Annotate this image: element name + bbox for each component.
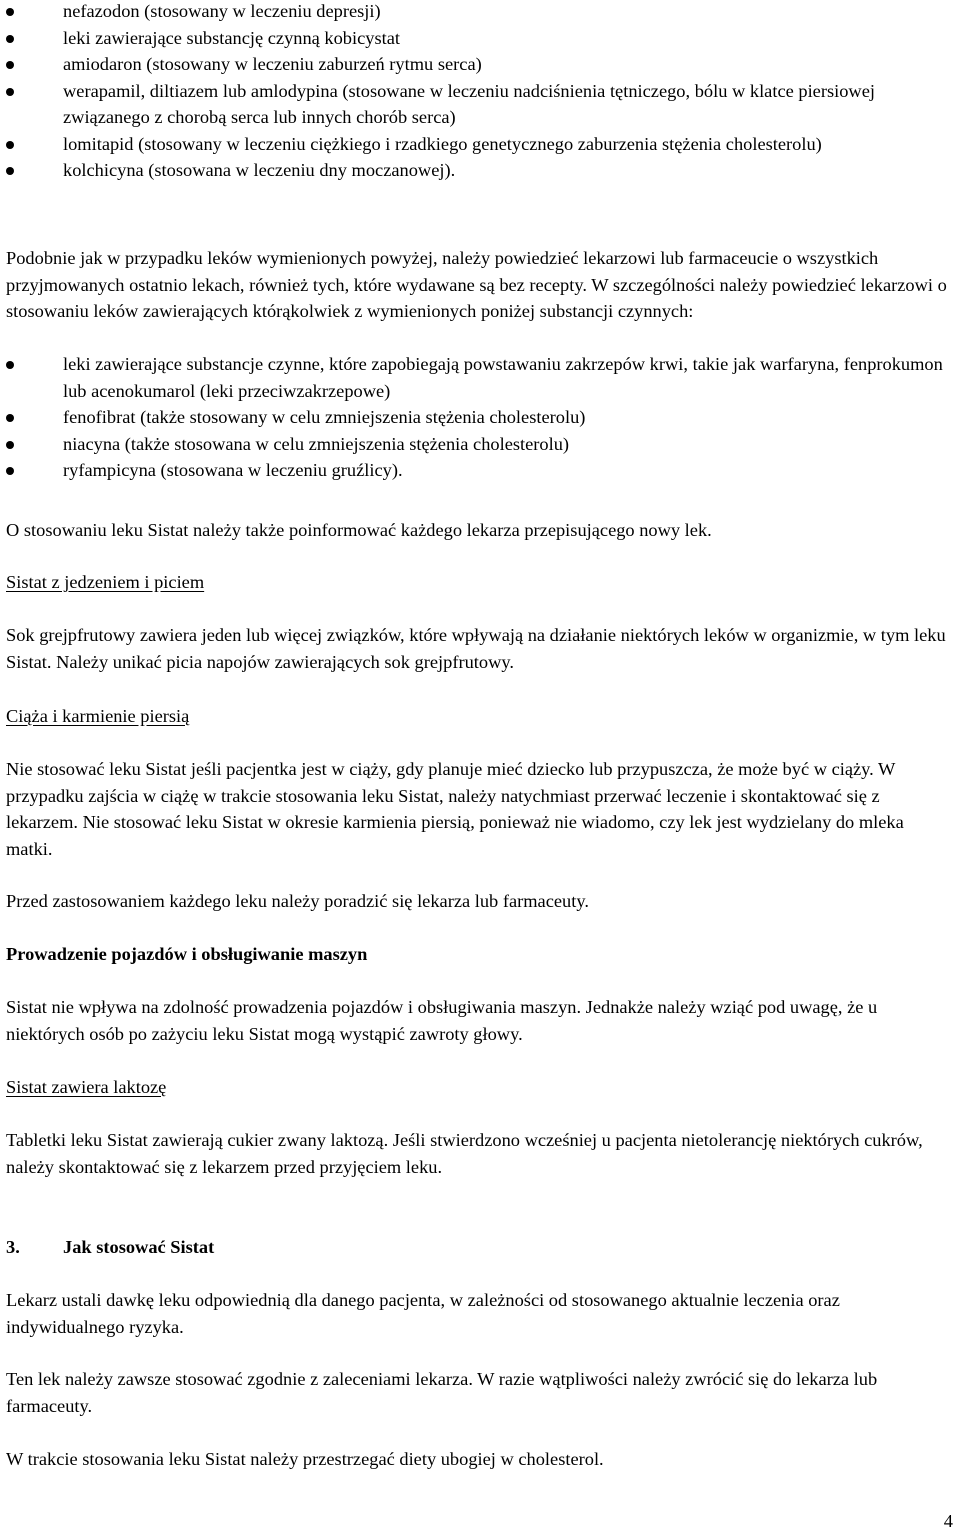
list-item: werapamil, diltiazem lub amlodypina (stosowane w leczeniu nadciśnienia tętniczego, bólu w klatce piersiowej związanego z chorobą serca lub innych chorób serca) bbox=[6, 78, 950, 131]
bullet-icon bbox=[6, 467, 14, 475]
list-item: leki zawierające substancję czynną kobicystat bbox=[6, 25, 950, 52]
interacting-drugs-list bbox=[6, 0, 950, 184]
paragraph-food-drink: Sok grejpfrutowy zawiera jeden lub więcej związków, które wpływają na działanie niektórych leków w organizmie, w tym leku Sistat. Należy unikać picia napojów zawierających sok grejpfrutowy. bbox=[6, 625, 946, 672]
heading-lactose: Sistat zawiera laktozę bbox=[6, 1077, 167, 1097]
paragraph-always-use: Ten lek należy zawsze stosować zgodnie z zaleceniami lekarza. W razie wątpliwości należy zwrócić się do lekarza lub farmaceuty. bbox=[6, 1369, 878, 1416]
paragraph-driving: Sistat nie wpływa na zdolność prowadzenia pojazdów i obsługiwania maszyn. Jednakże należy wziąć pod uwagę, że u niektórych osób po zażyciu leku Sistat mogą wystąpić zawroty głowy. bbox=[6, 997, 878, 1044]
paragraph-dose: Lekarz ustali dawkę leku odpowiednią dla danego pacjenta, w zależności od stosowanego aktualnie leczenia oraz indywidualnego ryzyka. bbox=[6, 1290, 840, 1337]
heading-pregnancy: Ciąża i karmienie piersią bbox=[6, 706, 190, 726]
bullet-icon bbox=[6, 361, 14, 369]
list-item: kolchicyna (stosowana w leczeniu dny moczanowej). bbox=[6, 157, 950, 184]
bullet-icon bbox=[6, 167, 14, 175]
active-substances-list bbox=[6, 351, 950, 484]
paragraph-other-drugs: Podobnie jak w przypadku leków wymienionych powyżej, należy powiedzieć lekarzowi lub farmaceucie o wszystkich przyjmowanych ostatnio lekach, również tych, które wydawane są bez recepty. W szczególności należy powiedzieć lekarzowi o stosowaniu leków zawierających którąkolwiek z wymienionych poniżej substancji czynnych: bbox=[6, 248, 947, 321]
bullet-icon bbox=[6, 441, 14, 449]
paragraph-consult: Przed zastosowaniem każdego leku należy poradzić się lekarza lub farmaceuty. bbox=[6, 891, 589, 911]
bullet-icon bbox=[6, 414, 14, 422]
paragraph-pregnancy: Nie stosować leku Sistat jeśli pacjentka jest w ciąży, gdy planuje mieć dziecko lub przypuszcza, że może być w ciąży. W przypadku zajścia w ciążę w trakcie stosowania leku Sistat, należy natychmiast przerwać leczenie i skontaktować się z lekarzem. Nie stosować leku Sistat w okresie karmienia piersią, ponieważ nie wiadomo, czy lek jest wydzielany do mleka matki. bbox=[6, 759, 904, 859]
heading-food-drink: Sistat z jedzeniem i piciem bbox=[6, 572, 205, 592]
paragraph-lactose: Tabletki leku Sistat zawierają cukier zwany laktozą. Jeśli stwierdzono wcześniej u pacjenta nietolerancję niektórych cukrów, należy skontaktować się z lekarzem przed przyjęciem leku. bbox=[6, 1130, 923, 1177]
bullet-icon bbox=[6, 88, 14, 96]
list-item: ryfampicyna (stosowana w leczeniu gruźlicy). bbox=[6, 457, 950, 484]
list-item: leki zawierające substancje czynne, które zapobiegają powstawaniu zakrzepów krwi, takie jak warfaryna, fenprokumon lub acenokumarol (leki przeciwzakrzepowe) bbox=[6, 351, 950, 404]
list-item: niacyna (także stosowana w celu zmniejszenia stężenia cholesterolu) bbox=[6, 431, 950, 458]
bullet-icon bbox=[6, 61, 14, 69]
heading-driving: Prowadzenie pojazdów i obsługiwanie maszyn bbox=[6, 944, 368, 964]
section-3-heading bbox=[6, 1234, 214, 1261]
page-number: 4 bbox=[943, 1511, 953, 1531]
list-item: lomitapid (stosowany w leczeniu ciężkiego i rzadkiego genetycznego zaburzenia stężenia cholesterolu) bbox=[6, 131, 950, 158]
bullet-icon bbox=[6, 8, 14, 16]
section-number: 3. bbox=[6, 1237, 20, 1257]
list-item: amiodaron (stosowany w leczeniu zaburzeń rytmu serca) bbox=[6, 51, 950, 78]
list-item: nefazodon (stosowany w leczeniu depresji) bbox=[6, 0, 950, 25]
section-title: Jak stosować Sistat bbox=[63, 1237, 215, 1257]
list-item: fenofibrat (także stosowany w celu zmniejszenia stężenia cholesterolu) bbox=[6, 404, 950, 431]
bullet-icon bbox=[6, 35, 14, 43]
paragraph-diet: W trakcie stosowania leku Sistat należy przestrzegać diety ubogiej w cholesterol. bbox=[6, 1449, 604, 1469]
paragraph-inform-doctor: O stosowaniu leku Sistat należy także poinformować każdego lekarza przepisującego nowy lek. bbox=[6, 520, 712, 540]
bullet-icon bbox=[6, 141, 14, 149]
